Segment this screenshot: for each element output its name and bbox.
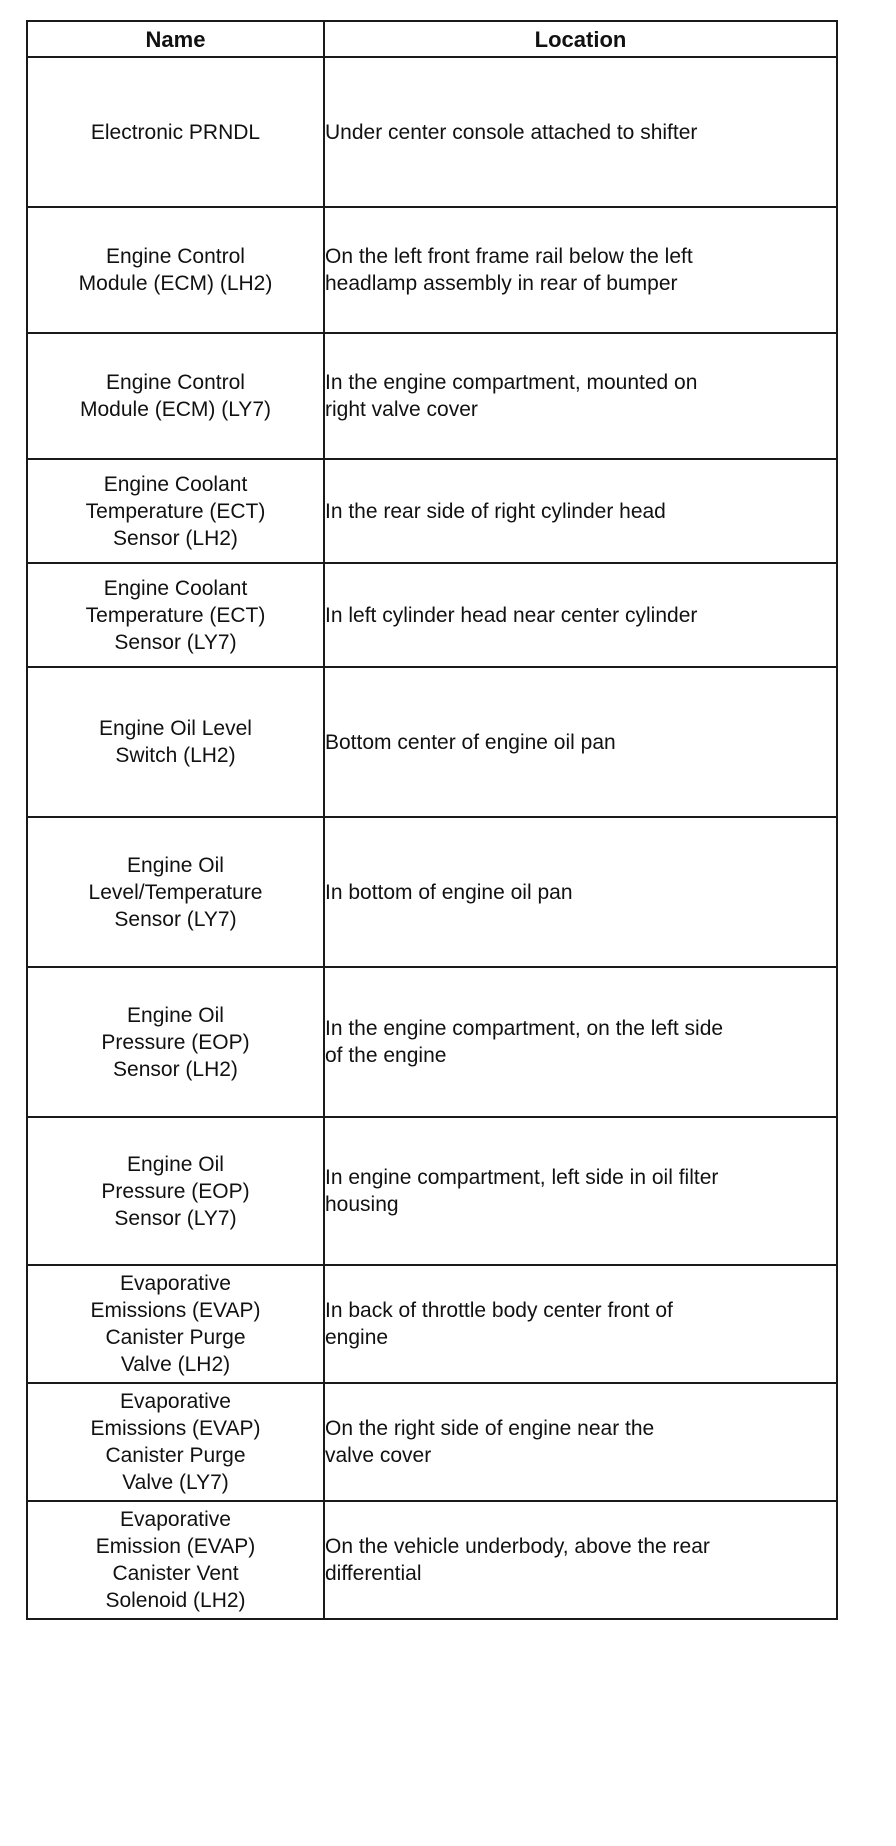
table-row [27, 57, 837, 207]
component-name: Engine Oil Level/Temperature Sensor (LY7) [88, 853, 263, 931]
component-name: Evaporative Emission (EVAP) Canister Vent Solenoid (LH2) [95, 1508, 256, 1612]
component-location: In back of throttle body center front of engine [325, 1299, 673, 1349]
component-location: In the engine compartment, on the left side of the engine [325, 1017, 724, 1067]
component-location: Bottom center of engine oil pan [325, 730, 616, 754]
table-row [27, 207, 837, 333]
component-location-cell [324, 333, 837, 459]
component-name-cell [27, 1383, 324, 1501]
component-name-cell [27, 1501, 324, 1619]
component-location: On the vehicle underbody, above the rear differential [325, 1535, 710, 1585]
component-name-cell [27, 563, 324, 667]
component-name-cell [27, 207, 324, 333]
component-location-cell [324, 1501, 837, 1619]
component-location: On the right side of engine near the valve cover [325, 1417, 655, 1467]
component-location: On the left front frame rail below the left headlamp assembly in rear of bumper [325, 245, 693, 295]
table-row [27, 1117, 837, 1265]
component-location-cell [324, 667, 837, 817]
component-location-cell [324, 57, 837, 207]
component-location-cell [324, 563, 837, 667]
component-name: Engine Oil Level Switch (LH2) [99, 717, 252, 767]
component-name: Engine Control Module (ECM) (LY7) [80, 371, 271, 421]
component-name: Engine Control Module (ECM) (LH2) [78, 245, 273, 295]
component-location: In the rear side of right cylinder head [325, 499, 666, 523]
component-location-cell [324, 1383, 837, 1501]
component-name: Engine Oil Pressure (EOP) Sensor (LY7) [101, 1152, 250, 1230]
component-name: Engine Oil Pressure (EOP) Sensor (LH2) [101, 1003, 250, 1081]
component-name-cell [27, 1265, 324, 1383]
component-location-cell [324, 1265, 837, 1383]
table-header-row [27, 21, 837, 57]
table-row [27, 1265, 837, 1383]
component-location-cell [324, 1117, 837, 1265]
component-name-cell [27, 1117, 324, 1265]
table-row [27, 1501, 837, 1619]
component-name: Engine Coolant Temperature (ECT) Sensor (LH2) [85, 472, 266, 550]
table-row [27, 817, 837, 967]
component-name-cell [27, 967, 324, 1117]
table-row [27, 967, 837, 1117]
name-column-header: Name [27, 21, 324, 57]
component-locator-page [26, 20, 836, 1620]
component-location-cell [324, 207, 837, 333]
component-location-table [26, 20, 838, 1620]
component-location: In left cylinder head near center cylinder [325, 603, 698, 627]
table-row [27, 333, 837, 459]
table-row [27, 459, 837, 563]
component-name-cell [27, 817, 324, 967]
component-location: In engine compartment, left side in oil filter housing [325, 1166, 719, 1216]
component-location: Under center console attached to shifter [325, 120, 698, 144]
component-name: Evaporative Emissions (EVAP) Canister Purge Valve (LH2) [90, 1272, 261, 1376]
location-column-header: Location [324, 21, 837, 57]
component-name: Electronic PRNDL [90, 120, 261, 144]
component-name-cell [27, 667, 324, 817]
table-row [27, 667, 837, 817]
table-row [27, 1383, 837, 1501]
component-location-cell [324, 817, 837, 967]
component-location: In bottom of engine oil pan [325, 880, 573, 904]
component-location: In the engine compartment, mounted on right valve cover [325, 371, 698, 421]
component-location-cell [324, 459, 837, 563]
component-location-cell [324, 967, 837, 1117]
component-name-cell [27, 57, 324, 207]
component-name-cell [27, 459, 324, 563]
table-row [27, 563, 837, 667]
component-name: Engine Coolant Temperature (ECT) Sensor (LY7) [85, 576, 266, 654]
component-name: Evaporative Emissions (EVAP) Canister Purge Valve (LY7) [90, 1390, 261, 1494]
component-name-cell [27, 333, 324, 459]
